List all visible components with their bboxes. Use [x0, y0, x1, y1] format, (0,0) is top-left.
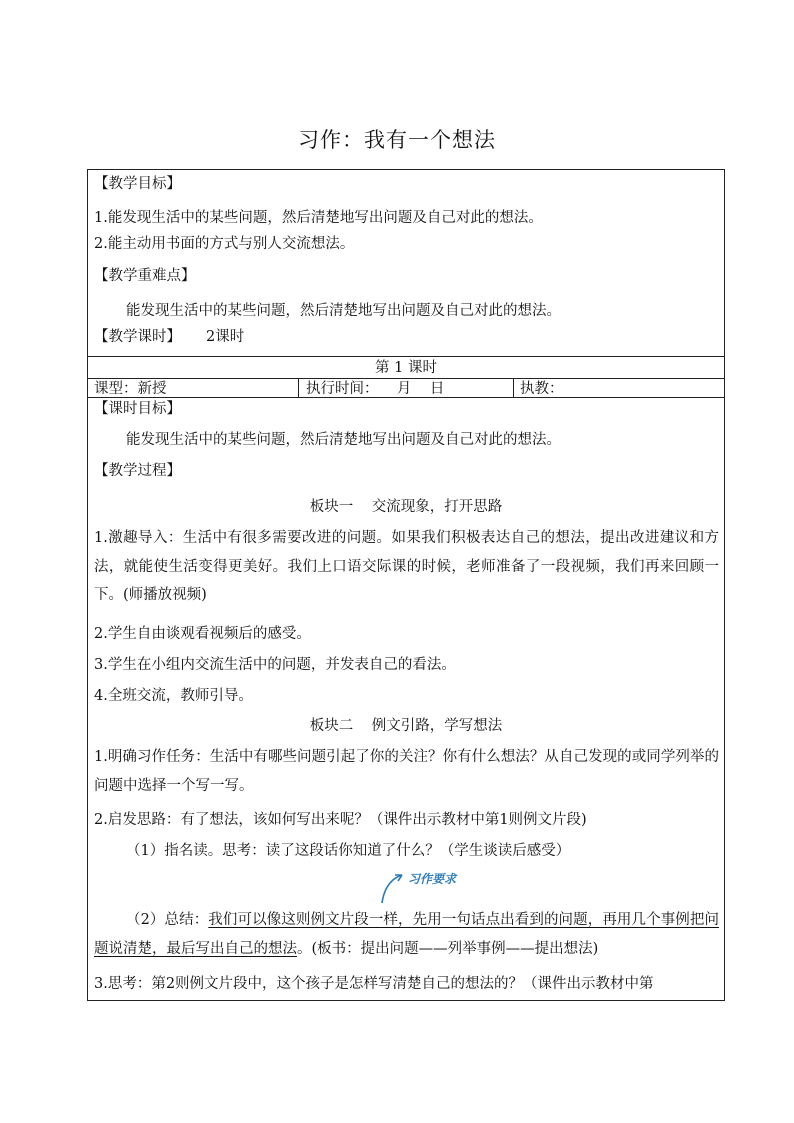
- section-title: 板块一 交流现象，打开思路: [309, 499, 503, 515]
- annotation-label: 习作要求: [408, 872, 457, 886]
- objective-item: 1.能发现生活中的某些问题，然后清楚地写出问题及自己对此的想法。: [94, 210, 543, 226]
- paragraph: 3.学生在小组内交流生活中的问题，并发表自己的看法。: [94, 657, 456, 673]
- objective-item: 2.能主动用书面的方式与别人交流想法。: [94, 236, 355, 252]
- lesson-goal-heading: 【课时目标】: [94, 401, 181, 417]
- paragraph: 4.全班交流，教师引导。: [94, 688, 253, 704]
- section-title: 板块二 例文引路，学写想法: [309, 718, 503, 734]
- paragraph: 2.学生自由谈观看视频后的感受。: [94, 626, 311, 642]
- lesson-time: 执行时间： 月 日: [306, 381, 445, 397]
- summary-prefix: （2）总结：: [126, 912, 209, 928]
- process-heading: 【教学过程】: [94, 463, 181, 479]
- summary-suffix: 。(板书：提出问题——列举事例——提出想法): [297, 940, 599, 957]
- lesson-plan-table: [87, 169, 725, 1001]
- lesson-title: 第 1 课时: [375, 360, 437, 376]
- divider: [88, 356, 724, 357]
- summary-underlined: 我们可以像这则例文片段一样，先用一句话点出看到的问题，再用几个事例把问题说清楚，最后写出自己的想法: [94, 912, 719, 957]
- paragraph: （1）指名读。思考：读了这段话你知道了什么？（学生谈读后感受）: [126, 843, 571, 859]
- lesson-teacher: 执教：: [520, 381, 564, 397]
- objectives-heading: 【教学目标】: [94, 176, 181, 192]
- paragraph: 2.启发思路：有了想法，该如何写出来呢？（课件出示教材中第1则例文片段): [94, 812, 587, 828]
- cell-divider: [513, 379, 514, 398]
- paragraph: 1.激趣导入：生活中有很多需要改进的问题。如果我们积极表达自己的想法，提出改进建议和方法，就能使生活变得更美好。我们上口语交际课的时候，老师准备了一段视频，我们再来回顾一下。(师播放视频): [94, 530, 719, 603]
- key-points-text: 能发现生活中的某些问题，然后清楚地写出问题及自己对此的想法。: [126, 303, 561, 319]
- key-points-heading: 【教学重难点】: [94, 268, 196, 284]
- page-title: 习作：我有一个想法: [298, 128, 496, 152]
- paragraph: 1.明确习作任务：生活中有哪些问题引起了你的关注？你有什么想法？从自己发现的或同学列举的问题中选择一个写一写。: [94, 749, 719, 794]
- cell-divider: [298, 379, 299, 398]
- divider: [88, 397, 724, 398]
- hours-value: 2课时: [206, 329, 245, 345]
- paragraph: 3.思考：第2则例文片段中，这个孩子是怎样写清楚自己的想法的？（课件出示教材中第: [94, 976, 654, 992]
- lesson-goal-text: 能发现生活中的某些问题，然后清楚地写出问题及自己对此的想法。: [126, 432, 561, 448]
- hours-heading: 【教学课时】: [94, 329, 181, 345]
- lesson-type: 课型：新授: [94, 381, 167, 397]
- paragraph: [94, 906, 719, 963]
